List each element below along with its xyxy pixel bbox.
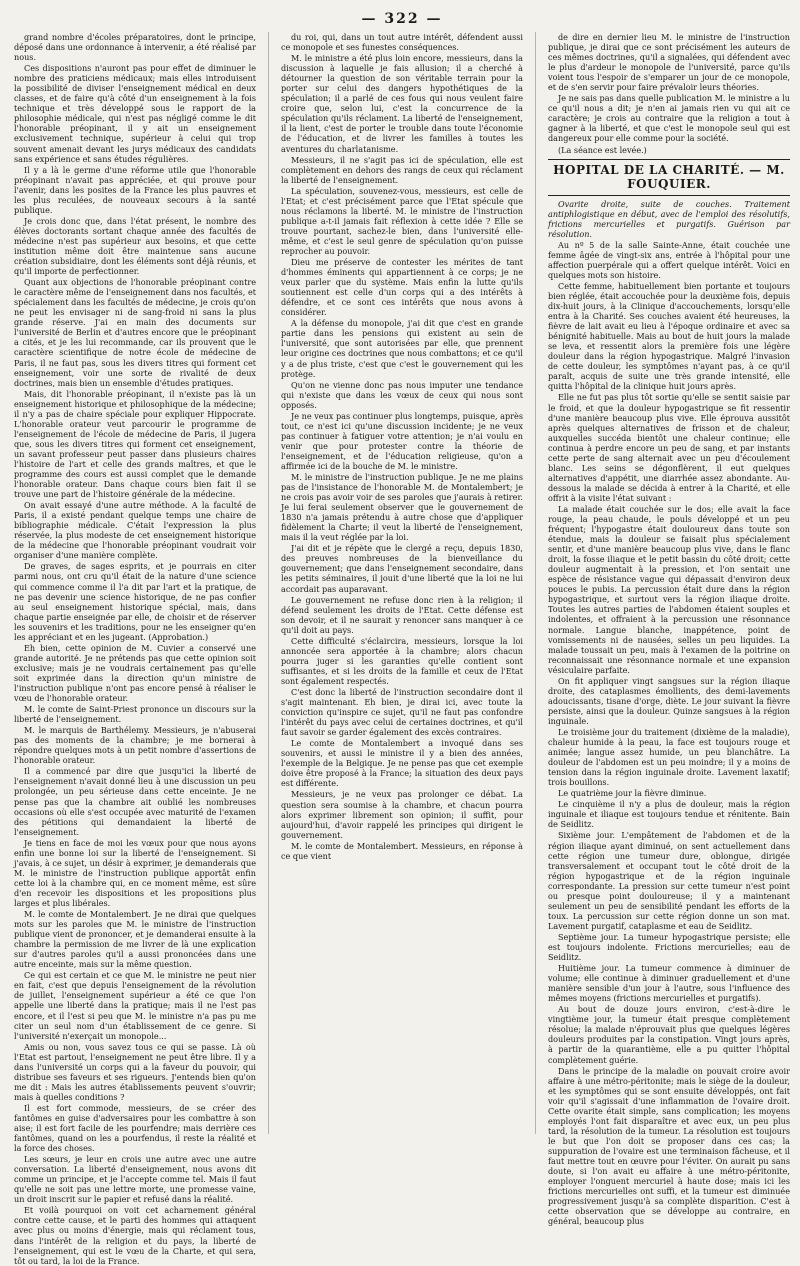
paragraph: M. le comte de Montalembert. Je ne dirai que quelques mots sur les paroles que M. le ministre de l'instruction publique vient de prononcer, et je demanderai ensuite à la chambre la permission de me livrer de là une explication sur d'autres paroles qu'il a aussi prononcées dans une autre enceinte, mais sur la même question. bbox=[14, 909, 256, 970]
paragraph: On avait essayé d'une autre méthode. A la faculté de Paris, il a existé pendant quelque temps une chaire de bibliographie médicale. C'était l'expression la plus réservée, la plus modeste de cet enseignement historique de la médecine que l'honorable préopinant voudrait voir organiser d'une manière complète. bbox=[14, 500, 256, 561]
paragraph: Ce qui est certain et ce que M. le ministre ne peut nier en fait, c'est que depuis l'enseignement de la révolution de juillet, l'enseignement supérieur a été ce que l'on appelle une liberté dans la pratique; mais il ne l'est pas encore, et il l'est si peu que M. le ministre n'a pas pu me citer un seul nom d'un établissement de ce genre. Si l'université n'exerçait un monopole... bbox=[14, 970, 256, 1041]
paragraph: Le cinquième il n'y a plus de douleur, mais la région inguinale et iliaque est toujours tendue et rénitente. Bain de Seidlitz. bbox=[548, 799, 790, 830]
paragraph: Elle ne fut pas plus tôt sortie qu'elle se sentit saisie par le froid, et que la douleur hypogastrique se fit ressentir d'une manière beaucoup plus vive. Elle éprouva aussitôt après quelques alternatives de frisson et de chaleur, auxquelles succéda bientôt une chaleur continue; elle continua à perdre encore un peu de sang, et par instants cette perte de sang alternait avec un peu d'écoulement blanc. Les seins se dégonflèrent, il eut quelques alternatives d'appétit, une diarrhée assez abondante. Au-dessous la malade se décida à entrer à la Charité, et elle offrit à la visite l'état suivant : bbox=[548, 392, 790, 503]
paragraph: Qu'on ne vienne donc pas nous imputer une tendance qui n'existe que dans les vœux de ceux qui nous sont opposés. bbox=[281, 379, 523, 410]
paragraph: M. le ministre de l'instruction publique. Je ne me plains pas de l'insistance de l'honorable M. de Montalembert; je ne crois pas avoir voir de ses paroles que j'aurais à retirer. Je lui ferai seulement observer que le gouvernement de 1830 n'a jamais prétendu à autre chose que d'appliquer fidèlement la Charte; il veut la liberté de l'enseignement, mais il la veut réglée par la loi. bbox=[281, 472, 523, 543]
page-header bbox=[14, 6, 790, 32]
middle-column bbox=[281, 32, 523, 1134]
paragraph: La malade était couchée sur le dos; elle avait la face rouge, la peau chaude, le pouls développé et un peu fréquent; l'hypogastre était douloureux dans toute son étendue, mais la douleur se faisait plus spécialement sentir, et d'une manière beaucoup plus vive, dans le flanc droit, la fosse iliaque et le petit bassin du côté droit; cette douleur augmentait à la pression, et l'on sentait une espèce de résistance vague qui dépassait d'environ deux pouces le pubis. La percussion était dure dans la région hypogastrique, et surtout vers la région iliaque droite. Toutes les autres parties de l'abdomen étaient souples et indolentes, et offraient à la percussion une résonnance normale. Langue blanche, inappétence, point de vomissements ni de nausées, selles un peu liquides. La malade toussait un peu, mais à l'examen de la poitrine on reconnaissait une résonnance normale et une expansion vésiculaire parfaite. bbox=[548, 503, 790, 675]
column-divider bbox=[535, 32, 536, 1134]
paragraph: On fit appliquer vingt sangsues sur la région iliaque droite, des cataplasmes émollients, des demi-lavements adoucissants, tisane d'orge, diète. Le jour suivant la fièvre persiste, ainsi que la douleur. Quinze sangsues à la région inguinale. bbox=[548, 675, 790, 726]
paragraph: Il y a là le germe d'une réforme utile que l'honorable préopinant n'avait pas appréciée, et qui prouve pour l'avenir, dans les posites de la France les plus pauvres et les plus reculées, de nouveaux secours à la santé publique. bbox=[14, 164, 256, 215]
paragraph: Le comte de Montalembert a invoqué dans ses souvenirs, et aussi le ministre il y a bien des années, l'exemple de la Belgique. Je ne pense pas que cet exemple doive être proposé à la France; la situation des deux pays est différente. bbox=[281, 738, 523, 789]
paragraph: J'ai dit et je répète que le clergé a reçu, depuis 1830, des preuves nombreuses de la bienveillance du gouvernement; que dans l'enseignement secondaire, dans les petits séminaires, il jouit d'une liberté que la loi ne lui accordait pas auparavant. bbox=[281, 543, 523, 594]
paragraph: De graves, de sages esprits, et je pourrais en citer parmi nous, ont cru qu'il était de la nature d'une science qui commence comme il l'a dit par l'art et la pratique, de ne pas devenir une science historique, de ne pas confier au seul enseignement historique spécial, mais, dans chaque partie enseignée par elle, de choisir et de réserver les souvenirs et les traditions, pour ne les enseigner qu'en les appréciant et en les jugeant. (Approbation.) bbox=[14, 561, 256, 642]
paragraph: Sixième jour. L'empâtement de l'abdomen et de la région iliaque ayant diminué, on sent actuellement dans cette région une tumeur dure, oblongue, dirigée transversalement et occupant tout le côté droit de la région hypogastrique et de la région inguinale correspondante. La pression sur cette tumeur n'est point ou presque point douloureuse; il y a maintenant seulement un peu de sensibilité pendant les efforts de la toux. La percussion sur cette région donne un son mat. Lavement purgatif, cataplasme et eau de Seidlitz. bbox=[548, 830, 790, 931]
paragraph: Amis ou non, vous savez tous ce qui se passe. Là où l'Etat est partout, l'enseignement ne peut être libre. Il y a dans l'université un corps qui a la faveur du pouvoir, qui distribue ses faveurs et ses rigueurs. J'entends bien qu'on me dit : Mais les autres établissements peuvent s'ouvrir; mais à quelles conditions ? bbox=[14, 1041, 256, 1102]
paragraph: A la défense du monopole, j'ai dit que c'est en grande partie dans les pensions qui existent au sein de l'université, que sont autorisées par elle, que prennent leur origine ces doctrines que nous combattons; et ce qu'il y a de plus triste, c'est que c'est le gouvernement qui les protège. bbox=[281, 318, 523, 379]
paragraph: (La séance est levée.) bbox=[558, 144, 647, 155]
text-columns bbox=[14, 32, 790, 1266]
paragraph: Et voilà pourquoi on voit cet acharnement général contre cette cause, et le parti des hommes qui attaquent avec plus ou moins d'énergie, mais qui réclament tous, dans l'intérêt de la religion et du pays, la liberté de l'enseignement, qui est le vœu de la Charte, et qui sera, tôt ou tard, la loi de la France. bbox=[14, 1205, 256, 1266]
paragraph: La spéculation, souvenez-vous, messieurs, est celle de l'Etat; et c'est précisément parce que l'Etat spécule que nous réclamons la liberté. M. le ministre de l'instruction publique a-t-il jamais fait réflexion à cette idée ? Elle se trouve pourtant, sachez-le bien, dans l'université elle-même, et c'est le seul genre de spéculation qu'on puisse reprocher au pouvoir. bbox=[281, 185, 523, 256]
paragraph: M. le comte de Montalembert. Messieurs, en réponse à ce que vient bbox=[281, 840, 523, 861]
paragraph: du roi, qui, dans un tout autre intérêt, défendent aussi ce monopole et ses funestes conséquences. bbox=[281, 32, 523, 53]
paragraph: Au bout de douze jours environ, c'est-à-dire le vingtième jour, la tumeur était presque complètement résolue; la malade n'éprouvait plus que quelques légères douleurs produites par la constipation. Vingt jours après, à partir de la quarantième, elle a pu quitter l'hôpital complètement guérie. bbox=[548, 1004, 790, 1065]
paragraph: Je tiens en face de moi les vœux pour que nous ayons enfin une bonne loi sur la liberté de l'enseignement. Si j'avais, à ce sujet, un désir à exprimer, je demanderais que M. le ministre de l'instruction publique apportât enfin cette loi à la chambre qui, en ce moment même, est sûre d'en recevoir les dispositions et les propositions plus larges et plus libérales. bbox=[14, 837, 256, 908]
paragraph: M. le marquis de Barthélemy. Messieurs, je n'abuserai pas des moments de la chambre; je me bornerai à répondre quelques mots à un petit nombre d'assertions de l'honorable orateur. bbox=[14, 725, 256, 766]
paragraph: M. le ministre a été plus loin encore, messieurs, dans la discussion à laquelle je fais allusion; il a cherché à détourner la question de son véritable terrain pour la porter sur celui des dangers hypothétiques de la spéculation; il a parlé de ces fous qui nous veulent faire croire que, selon lui, c'est la concurrence de la spéculation qu'ils réclament. La liberté de l'enseignement, il la lient, c'est de porter le trouble dans toute l'économie de l'éducation, et de livrer les familles à toutes les aventures du charlatanisme. bbox=[281, 53, 523, 154]
paragraph: Il a commencé par dire que jusqu'ici la liberté de l'enseignement n'avait donné lieu à une discussion un peu prolongée, un peu sérieuse dans cette enceinte. Je ne pense pas que la chambre ait oublié les nombreuses occasions où elle s'est occupée avec maturité de l'examen des pétitions qui demandaient la liberté de l'enseignement. bbox=[14, 766, 256, 837]
paragraph: Huitième jour. La tumeur commence à diminuer de volume; elle continue à diminuer graduellement et d'une manière sensible d'un jour à l'autre, sous l'influence des mêmes moyens (frictions mercurielles et purgatifs). bbox=[548, 963, 790, 1004]
paragraph: Je crois donc que, dans l'état présent, le nombre des élèves doctorants sortant chaque année des facultés de médecine n'est pas supérieur aux besoins, et que cette institution même doit être maintenue sans aucune création subsidiaire, dont les éléments sont déjà réunis, et qu'il importe de perfectionner. bbox=[14, 215, 256, 277]
paragraph: Messieurs, je ne veux pas prolonger ce débat. La question sera soumise à la chambre, et chacun pourra alors exprimer librement son opinion; il suffit, pour aujourd'hui, d'avoir rappelé les principes qui dirigent le gouvernement. bbox=[281, 789, 523, 840]
paragraph: Cette femme, habituellement bien portante et toujours bien réglée, était accouchée pour la deuxième fois, depuis dix-huit jours, à la Clinique d'accouchements, lorsqu'elle entra à la Charité. Ses couches avaient été heureuses, la fièvre de lait avait eu lieu à l'époque ordinaire et avec sa bénignité habituelle. Mais au bout de huit jours la malade se leva, et ressentit alors la première fois une légère douleur dans la région hypogastrique. Malgré l'invasion de cette douleur, les symptômes n'ayant pas, à ce qu'il paraît, acquis de suite une très grande intensité, elle quitta l'hôpital de la clinique huit jours après. bbox=[548, 280, 790, 392]
paragraph: Dieu me préserve de contester les mérites de tant d'hommes éminents qui appartiennent à ce corps; je ne veux parler que du système. Mais enfin la lutte qu'ils soutiennent est celle d'un corps qui a des intérêts à défendre, et ce sont ces intérêts que nous avons à considérer. bbox=[281, 257, 523, 318]
paragraph: C'est donc la liberté de l'instruction secondaire dont il s'agit maintenant. Eh bien, je dirai ici, avec toute la conviction qu'inspire ce sujet, qu'il ne faut pas confondre l'intérêt du pays avec celui de certaines doctrines, et qu'il faut savoir se garder également des excès contraires. bbox=[281, 687, 523, 738]
paragraph: grand nombre d'écoles préparatoires, dont le principe, déposé dans une ordonnance à intervenir, a été réalisé par nous. bbox=[14, 32, 256, 63]
paragraph: Le troisième jour du traitement (dixième de la maladie), chaleur humide à la peau, la face est toujours rouge et animée; langue assez humide, un peu blanchâtre. La douleur de l'abdomen est un peu moindre; il y a moins de tension dans la région inguinale droite. Lavement laxatif; trois bouillons. bbox=[548, 727, 790, 788]
paragraph: Mais, dit l'honorable préopinant, il n'existe pas là un enseignement historique et philosophique de la médecine; il n'y a pas de chaire spéciale pour expliquer Hippocrate. L'honorable orateur veut parcourir le programme de l'enseignement de l'école de médecine de Paris, il jugera que, sous les divers titres qui forment cet enseignement, un savant professeur peut passer dans plusieurs chaires l'histoire de l'art et celle des grands maîtres, et que le programme des cours est aussi complet que le demande l'honorable orateur. Dans chaque cours bien fait il se trouve une part de l'histoire générale de la médecine. bbox=[14, 388, 256, 500]
section-rule bbox=[548, 195, 790, 196]
paragraph: Septième jour. La tumeur hypogastrique persiste; elle est toujours indolente. Frictions mercurielles; eau de Seidlitz. bbox=[548, 931, 790, 963]
paragraph: Les sœurs, je leur en crois une autre avec une autre conversation. La liberté d'enseignement, nous avons dit comme un principe, et je l'accepte comme tel. Mais il faut qu'elle ne soit pas une lettre morte, une promesse vaine, un droit inscrit sur le papier et refusé dans la réalité. bbox=[14, 1154, 256, 1205]
section-title: HOPITAL DE LA CHARITÉ. — M. FOUQUIER. bbox=[553, 162, 785, 191]
page-number: — 322 — bbox=[361, 11, 443, 27]
paragraph: Messieurs, il ne s'agit pas ici de spéculation, elle est complètement en dehors des rangs de ceux qui réclament la liberté de l'enseignement. bbox=[281, 154, 523, 185]
paragraph: Cette difficulté s'éclaircira, messieurs, lorsque la loi annoncée sera apportée à la chambre; alors chacun pourra juger si les garanties qu'elle contient sont suffisantes, et si les droits de la famille et ceux de l'Etat sont également respectés. bbox=[281, 635, 523, 686]
paragraph: Dans le principe de la maladie on pouvait croire avoir affaire à une métro-péritonite; mais le siège de la douleur, et les symptômes qui se sont ensuite développés, ont fait voir qu'il s'agissait d'une inflammation de l'ovaire droit. Cette ovarite était simple, sans complication; les moyens employés l'ont fait disparaître et avec eux, un peu plus tard, la résolution de la tumeur. La résolution est toujours le but que l'on doit se proposer dans ces cas; la suppuration de l'ovaire est une terminaison fâcheuse, et il faut mettre tout en œuvre pour l'éviter. On aurait pu sans doute, si l'on avait eu affaire à une métro-péritonite, employer l'onguent mercuriel à haute dose; mais ici les frictions mercurielles ont suffi, et la tumeur est diminuée progressivement jusqu'à sa complète disparition. C'est à cette observation que se développe au contraire, en général, beaucoup plus bbox=[548, 1065, 790, 1227]
paragraph: Ces dispositions n'auront pas pour effet de diminuer le nombre des praticiens médicaux; mais elles introduisent la possibilité de diviser l'enseignement médical en deux classes, et de faire qu'à côté d'un enseignement à la fois technique et très développé sous le rapport de la philosophie médicale, qui n'est pas négligé comme le dit l'honorable préopinant, il y ait un enseignement exclusivement technique, supérieur à celui qui trop souvent amenait devant les jurys médicaux des candidats sans expérience et sans études régulières. bbox=[14, 63, 256, 164]
paragraph: Eh bien, cette opinion de M. Cuvier a conservé une grande autorité. Je ne prétends pas que cette opinion soit exclusive; mais je ne voudrais certainement pas qu'elle soit exprimée dans la direction qu'un ministre de l'instruction publique n'ont pas encore pensé à réaliser le vœu de l'honorable orateur. bbox=[14, 642, 256, 704]
paragraph: Le quatrième jour la fièvre diminue. bbox=[558, 788, 707, 799]
paragraph: Je ne veux pas continuer plus longtemps, puisque, après tout, ce n'est ici qu'une discussion incidente; je ne veux pas continuer à fatiguer votre attention; je n'ai voulu en venir que pour protester contre la théorie de l'enseignement, et de l'éducation religieuse, qu'on a affirmée ici de la bouche de M. le ministre. bbox=[281, 410, 523, 471]
paragraph: Au nº 5 de la salle Sainte-Anne, était couchée une femme âgée de vingt-six ans, entrée à l'hôpital pour une affection puerpérale qui a offert quelque intérêt. Voici en quelques mots son histoire. bbox=[548, 239, 790, 280]
newspaper-page bbox=[14, 6, 790, 1266]
right-column bbox=[548, 32, 790, 1227]
left-column bbox=[14, 32, 256, 1266]
paragraph: Il est fort commode, messieurs, de se créer des fantômes en guise d'adversaires pour les combattre à son aise; il est fort facile de les pourfendre; mais derrière ces fantômes, quand on les a pourfendus, il reste la réalité et la force des choses. bbox=[14, 1102, 256, 1154]
paragraph: M. le comte de Saint-Priest prononce un discours sur la liberté de l'enseignement. bbox=[14, 704, 256, 725]
paragraph: Le gouvernement ne refuse donc rien à la religion; il défend seulement les droits de l'Etat. Cette défense est son devoir, et il ne saurait y renoncer sans manquer à ce qu'il doit au pays. bbox=[281, 594, 523, 635]
paragraph: de dire en dernier lieu M. le ministre de l'instruction publique, je dirai que ce sont précisément les auteurs de ces mêmes doctrines, qu'il a signalées, qui défendent avec le plus d'ardeur le monopole de l'université, parce qu'ils voient tous l'espoir de s'emparer un jour de ce monopole, et de s'en servir pour faire prévaloir leurs théories. bbox=[548, 32, 790, 93]
column-divider bbox=[268, 32, 269, 1134]
paragraph: Quant aux objections de l'honorable préopinant contre le caractère même de l'enseignement dans nos facultés, et spécialement dans les facultés de médecine, je crois qu'on ne peut les envisager ni de sang-froid ni sans la plus grande réserve. J'ai en main des documents sur l'université de Berlin et d'autres encore que le préopinant a cités, et je les lui recommande, car ils prouvent que le caractère scientifique de notre école de médecine de Paris, il ne faut pas, sous les divers titres qui forment cet enseignement, voir une sorte de rivalité de deux doctrines, mais bien un ensemble d'études pratiques. bbox=[14, 277, 256, 388]
section-rule bbox=[548, 159, 790, 160]
paragraph: Je ne sais pas dans quelle publication M. le ministre a lu ce qu'il nous a dit; je n'en ai jamais rien vu qui ait ce caractère; je crois au contraire que la religion a tout à gagner à la liberté, et que c'est le monopole seul qui est dangereux pour elle comme pour la société. bbox=[548, 93, 790, 144]
section-abstract: Ovarite droite, suite de couches. Traitement antiphlogistique en début, avec de l'emploi des résolutifs, frictions mercurielles et purgatifs. Guérison par résolution. bbox=[548, 198, 790, 239]
